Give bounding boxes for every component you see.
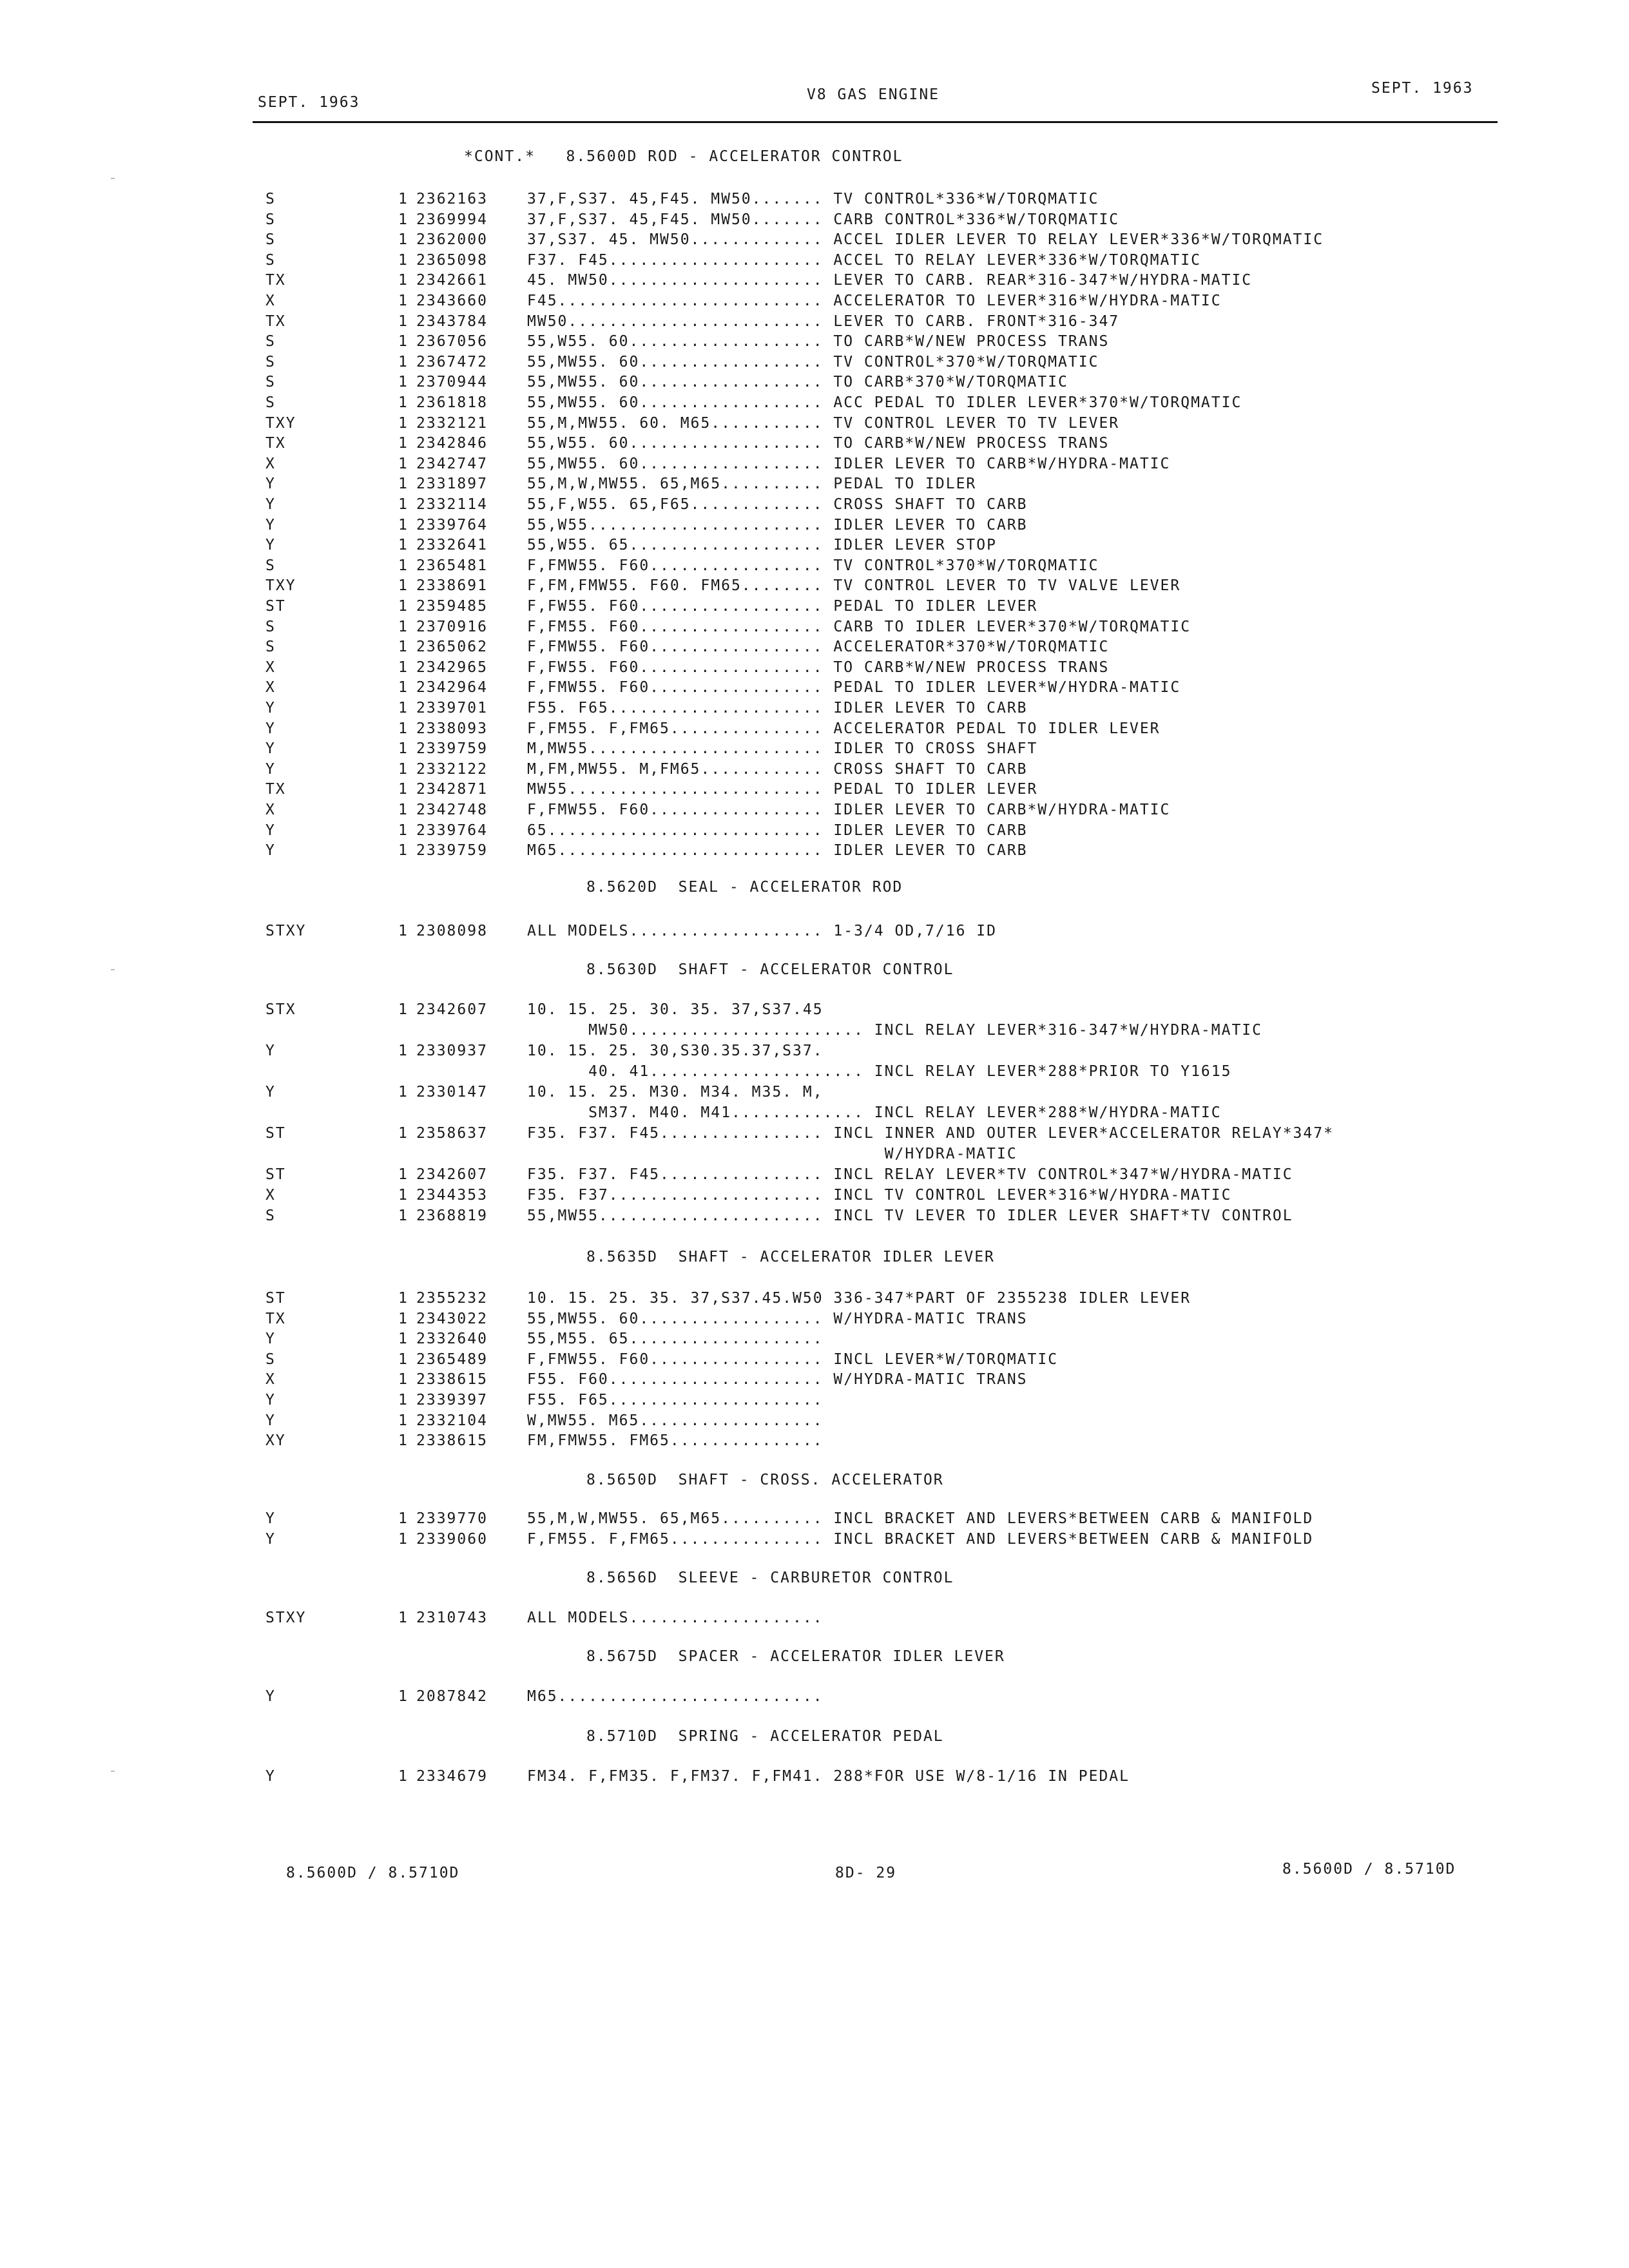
part-number: 2332114 bbox=[416, 496, 488, 513]
part-description: 55,M,MW55. 60. M65........... TV CONTROL LEVER TO TV LEVER bbox=[527, 414, 1120, 432]
quantity: 1 bbox=[398, 577, 409, 595]
part-description: F45.......................... ACCELERATOR TO LEVER*316*W/HYDRA-MATIC bbox=[527, 293, 1222, 309]
part-description: 55,MW55. 60.................. IDLER LEVER TO CARB*W/HYDRA-MATIC bbox=[527, 455, 1171, 472]
part-number: 2332104 bbox=[416, 1412, 488, 1429]
part-number: 2358637 bbox=[416, 1125, 488, 1142]
part-number: 2342607 bbox=[416, 1166, 488, 1183]
part-number: 2369994 bbox=[416, 211, 488, 228]
part-description: ALL MODELS................... bbox=[527, 1610, 824, 1626]
model-code: Y bbox=[265, 842, 276, 860]
margin-mark bbox=[111, 178, 115, 179]
quantity: 1 bbox=[398, 455, 409, 472]
section-title: 8.5650D SHAFT - CROSS. ACCELERATOR bbox=[586, 1472, 944, 1488]
part-description: 55,F,W55. 65,F65............. CROSS SHAFT TO CARB bbox=[527, 496, 1028, 513]
model-code: TXY bbox=[265, 414, 296, 432]
part-number: 2339060 bbox=[416, 1531, 488, 1548]
part-number: 2339759 bbox=[416, 842, 488, 860]
part-description: F37. F45..................... ACCEL TO RELAY LEVER*336*W/TORQMATIC bbox=[527, 251, 1201, 269]
model-code: S bbox=[265, 618, 276, 635]
part-description: 55,W55....................... IDLER LEVER TO CARB bbox=[527, 516, 1028, 533]
part-description: 55,MW55...................... INCL TV LEVER TO IDLER LEVER SHAFT*TV CONTROL bbox=[527, 1207, 1293, 1224]
quantity: 1 bbox=[398, 740, 409, 758]
model-code: S bbox=[265, 1207, 276, 1224]
quantity: 1 bbox=[398, 394, 409, 411]
part-number: 2365062 bbox=[416, 639, 488, 656]
part-number: 2342846 bbox=[416, 435, 488, 452]
part-description: 37,F,S37. 45,F45. MW50....... CARB CONTROL*336*W/TORQMATIC bbox=[527, 211, 1120, 228]
quantity: 1 bbox=[398, 191, 409, 207]
model-code: X bbox=[265, 293, 276, 309]
part-description: 40. 41..................... INCL RELAY LEVER*288*PRIOR TO Y1615 bbox=[527, 1063, 1232, 1080]
quantity: 1 bbox=[398, 1432, 409, 1450]
model-code: Y bbox=[265, 822, 276, 839]
model-code: XY bbox=[265, 1432, 286, 1450]
quantity: 1 bbox=[398, 618, 409, 635]
part-number: 2343660 bbox=[416, 293, 488, 309]
model-code: Y bbox=[265, 740, 276, 758]
part-description: F35. F37. F45................ INCL INNER AND OUTER LEVER*ACCELERATOR RELAY*347* bbox=[527, 1125, 1334, 1142]
part-number: 2339764 bbox=[416, 516, 488, 533]
part-description: F55. F65..................... bbox=[527, 1392, 824, 1408]
part-number: 2370944 bbox=[416, 374, 488, 391]
part-number: 2367056 bbox=[416, 333, 488, 351]
part-number: 2339764 bbox=[416, 822, 488, 839]
part-number: 2330937 bbox=[416, 1043, 488, 1059]
quantity: 1 bbox=[398, 781, 409, 798]
section-title: 8.5710D SPRING - ACCELERATOR PEDAL bbox=[586, 1728, 944, 1745]
model-code: Y bbox=[265, 496, 276, 513]
part-number: 2365098 bbox=[416, 251, 488, 269]
part-description: FM34. F,FM35. F,FM37. F,FM41. 288*FOR USE W/8-1/16 IN PEDAL bbox=[527, 1768, 1130, 1785]
model-code: Y bbox=[265, 700, 276, 716]
part-description: F,FM55. F60.................. CARB TO IDLER LEVER*370*W/TORQMATIC bbox=[527, 618, 1191, 635]
part-description: F,FW55. F60.................. TO CARB*W/NEW PROCESS TRANS bbox=[527, 658, 1110, 676]
part-number: 2338093 bbox=[416, 720, 488, 737]
part-description: ALL MODELS................... 1-3/4 OD,7/16 ID bbox=[527, 923, 997, 939]
part-number: 2332121 bbox=[416, 414, 488, 432]
part-description: 55,MW55. 60.................. TO CARB*370*W/TORQMATIC bbox=[527, 374, 1068, 391]
part-number: 2330147 bbox=[416, 1084, 488, 1100]
part-number: 2338615 bbox=[416, 1432, 488, 1450]
model-code: X bbox=[265, 1371, 276, 1389]
part-description: MW55......................... PEDAL TO IDLER LEVER bbox=[527, 781, 1038, 798]
quantity: 1 bbox=[398, 1187, 409, 1204]
footer-left: 8.5600D / 8.5710D bbox=[286, 1865, 460, 1881]
part-description: M65.......................... bbox=[527, 1688, 824, 1705]
quantity: 1 bbox=[398, 1510, 409, 1527]
quantity: 1 bbox=[398, 272, 409, 289]
quantity: 1 bbox=[398, 374, 409, 391]
model-code: ST bbox=[265, 1125, 286, 1142]
part-description: W/HYDRA-MATIC bbox=[527, 1146, 1017, 1162]
part-number: 2362163 bbox=[416, 191, 488, 207]
quantity: 1 bbox=[398, 476, 409, 493]
part-number: 2344353 bbox=[416, 1187, 488, 1204]
part-description: F35. F37..................... INCL TV CONTROL LEVER*316*W/HYDRA-MATIC bbox=[527, 1187, 1232, 1204]
model-code: ST bbox=[265, 598, 286, 615]
part-description: F35. F37. F45................ INCL RELAY LEVER*TV CONTROL*347*W/HYDRA-MATIC bbox=[527, 1166, 1293, 1183]
footer-right: 8.5600D / 8.5710D bbox=[1282, 1861, 1456, 1878]
model-code: Y bbox=[265, 1331, 276, 1348]
part-description: F55. F60..................... W/HYDRA-MATIC TRANS bbox=[527, 1371, 1028, 1389]
model-code: X bbox=[265, 1187, 276, 1204]
part-description: F55. F65..................... IDLER LEVER TO CARB bbox=[527, 700, 1028, 716]
part-number: 2339701 bbox=[416, 700, 488, 716]
quantity: 1 bbox=[398, 211, 409, 228]
part-description: 55,M,W,MW55. 65,M65.......... INCL BRACKET AND LEVERS*BETWEEN CARB & MANIFOLD bbox=[527, 1510, 1314, 1527]
quantity: 1 bbox=[398, 231, 409, 249]
part-description: 37,S37. 45. MW50............. ACCEL IDLER LEVER TO RELAY LEVER*336*W/TORQMATIC bbox=[527, 231, 1324, 249]
model-code: STXY bbox=[265, 1610, 307, 1626]
part-number: 2355232 bbox=[416, 1290, 488, 1307]
model-code: TX bbox=[265, 272, 286, 289]
quantity: 1 bbox=[398, 1166, 409, 1183]
part-description: F,FMW55. F60................. INCL LEVER*W/TORQMATIC bbox=[527, 1350, 1059, 1368]
quantity: 1 bbox=[398, 1310, 409, 1327]
part-number: 2087842 bbox=[416, 1688, 488, 1705]
part-description: SM37. M40. M41............. INCL RELAY LEVER*288*W/HYDRA-MATIC bbox=[527, 1104, 1222, 1121]
part-description: FM,FMW55. FM65............... bbox=[527, 1432, 824, 1450]
part-number: 2332122 bbox=[416, 760, 488, 778]
quantity: 1 bbox=[398, 1043, 409, 1059]
quantity: 1 bbox=[398, 251, 409, 269]
model-code: Y bbox=[265, 760, 276, 778]
part-number: 2367472 bbox=[416, 353, 488, 370]
part-description: W,MW55. M65.................. bbox=[527, 1412, 824, 1429]
model-code: Y bbox=[265, 537, 276, 554]
quantity: 1 bbox=[398, 658, 409, 676]
part-description: 55,M,W,MW55. 65,M65.......... PEDAL TO IDLER bbox=[527, 476, 977, 493]
model-code: Y bbox=[265, 1688, 276, 1705]
quantity: 1 bbox=[398, 414, 409, 432]
quantity: 1 bbox=[398, 760, 409, 778]
part-description: 55,W55. 60................... TO CARB*W/NEW PROCESS TRANS bbox=[527, 435, 1110, 452]
part-number: 2362000 bbox=[416, 231, 488, 249]
model-code: TX bbox=[265, 781, 286, 798]
part-description: F,FMW55. F60................. PEDAL TO IDLER LEVER*W/HYDRA-MATIC bbox=[527, 679, 1181, 697]
part-number: 2339759 bbox=[416, 740, 488, 758]
part-description: 55,W55. 60................... TO CARB*W/NEW PROCESS TRANS bbox=[527, 333, 1110, 351]
part-number: 2310743 bbox=[416, 1610, 488, 1626]
part-number: 2342965 bbox=[416, 658, 488, 676]
part-description: 55,M55. 65................... bbox=[527, 1331, 824, 1348]
part-description: M,MW55....................... IDLER TO CROSS SHAFT bbox=[527, 740, 1038, 758]
quantity: 1 bbox=[398, 1001, 409, 1018]
footer-center: 8D- 29 bbox=[835, 1865, 897, 1881]
part-number: 2359485 bbox=[416, 598, 488, 615]
part-number: 2332640 bbox=[416, 1331, 488, 1348]
part-number: 2332641 bbox=[416, 537, 488, 554]
part-number: 2338691 bbox=[416, 577, 488, 595]
part-description: M,FM,MW55. M,FM65............ CROSS SHAFT TO CARB bbox=[527, 760, 1028, 778]
model-code: S bbox=[265, 333, 276, 351]
quantity: 1 bbox=[398, 842, 409, 860]
quantity: 1 bbox=[398, 923, 409, 939]
quantity: 1 bbox=[398, 1610, 409, 1626]
part-description: F,FMW55. F60................. IDLER LEVER TO CARB*W/HYDRA-MATIC bbox=[527, 802, 1171, 818]
part-number: 2339397 bbox=[416, 1392, 488, 1408]
model-code: S bbox=[265, 639, 276, 656]
model-code: X bbox=[265, 455, 276, 472]
model-code: TX bbox=[265, 1310, 286, 1327]
quantity: 1 bbox=[398, 1688, 409, 1705]
part-number: 2365481 bbox=[416, 557, 488, 574]
part-description: 10. 15. 25. 35. 37,S37.45.W50 336-347*PART OF 2355238 IDLER LEVER bbox=[527, 1290, 1191, 1307]
part-number: 2361818 bbox=[416, 394, 488, 411]
quantity: 1 bbox=[398, 1290, 409, 1307]
model-code: TX bbox=[265, 435, 286, 452]
part-number: 2308098 bbox=[416, 923, 488, 939]
part-description: MW50......................... LEVER TO CARB. FRONT*316-347 bbox=[527, 312, 1120, 330]
part-description: F,FW55. F60.................. PEDAL TO IDLER LEVER bbox=[527, 598, 1038, 615]
model-code: Y bbox=[265, 1392, 276, 1408]
model-code: Y bbox=[265, 720, 276, 737]
model-code: Y bbox=[265, 1043, 276, 1059]
part-number: 2342964 bbox=[416, 679, 488, 697]
quantity: 1 bbox=[398, 496, 409, 513]
quantity: 1 bbox=[398, 516, 409, 533]
quantity: 1 bbox=[398, 822, 409, 839]
quantity: 1 bbox=[398, 1412, 409, 1429]
quantity: 1 bbox=[398, 1084, 409, 1100]
quantity: 1 bbox=[398, 333, 409, 351]
part-description: F,FMW55. F60................. ACCELERATOR*370*W/TORQMATIC bbox=[527, 639, 1110, 656]
model-code: Y bbox=[265, 1084, 276, 1100]
part-number: 2342607 bbox=[416, 1001, 488, 1018]
model-code: X bbox=[265, 802, 276, 818]
part-number: 2365489 bbox=[416, 1350, 488, 1368]
quantity: 1 bbox=[398, 1207, 409, 1224]
model-code: TXY bbox=[265, 577, 296, 595]
section-title: 8.5635D SHAFT - ACCELERATOR IDLER LEVER bbox=[586, 1249, 995, 1265]
part-number: 2338615 bbox=[416, 1371, 488, 1389]
part-description: 55,W55. 65................... IDLER LEVER STOP bbox=[527, 537, 997, 554]
part-description: MW50....................... INCL RELAY LEVER*316-347*W/HYDRA-MATIC bbox=[527, 1022, 1262, 1039]
quantity: 1 bbox=[398, 435, 409, 452]
header-center: V8 GAS ENGINE bbox=[807, 86, 940, 103]
quantity: 1 bbox=[398, 293, 409, 309]
model-code: ST bbox=[265, 1290, 286, 1307]
model-code: Y bbox=[265, 1412, 276, 1429]
quantity: 1 bbox=[398, 700, 409, 716]
part-number: 2342747 bbox=[416, 455, 488, 472]
model-code: Y bbox=[265, 516, 276, 533]
quantity: 1 bbox=[398, 353, 409, 370]
part-description: F,FM55. F,FM65............... ACCELERATOR PEDAL TO IDLER LEVER bbox=[527, 720, 1161, 737]
part-number: 2334679 bbox=[416, 1768, 488, 1785]
quantity: 1 bbox=[398, 1531, 409, 1548]
margin-mark bbox=[111, 969, 115, 970]
part-number: 2343784 bbox=[416, 312, 488, 330]
part-number: 2339770 bbox=[416, 1510, 488, 1527]
part-description: 55,MW55. 60.................. TV CONTROL*370*W/TORQMATIC bbox=[527, 353, 1099, 370]
model-code: TX bbox=[265, 312, 286, 330]
model-code: S bbox=[265, 191, 276, 207]
part-number: 2343022 bbox=[416, 1310, 488, 1327]
part-description: 10. 15. 25. 30,S30.35.37,S37. bbox=[527, 1043, 824, 1059]
part-description: F,FM55. F,FM65............... INCL BRACKET AND LEVERS*BETWEEN CARB & MANIFOLD bbox=[527, 1531, 1314, 1548]
quantity: 1 bbox=[398, 598, 409, 615]
part-number: 2342748 bbox=[416, 802, 488, 818]
part-description: M65.......................... IDLER LEVER TO CARB bbox=[527, 842, 1028, 860]
part-description: 45. MW50..................... LEVER TO CARB. REAR*316-347*W/HYDRA-MATIC bbox=[527, 272, 1253, 289]
model-code: Y bbox=[265, 476, 276, 493]
quantity: 1 bbox=[398, 1371, 409, 1389]
margin-mark bbox=[111, 1771, 115, 1772]
model-code: Y bbox=[265, 1510, 276, 1527]
part-description: 55,MW55. 60.................. ACC PEDAL TO IDLER LEVER*370*W/TORQMATIC bbox=[527, 394, 1242, 411]
model-code: STXY bbox=[265, 923, 307, 939]
header-right: SEPT. 1963 bbox=[1371, 80, 1474, 97]
header-rule bbox=[253, 121, 1498, 123]
quantity: 1 bbox=[398, 1768, 409, 1785]
model-code: ST bbox=[265, 1166, 286, 1183]
model-code: Y bbox=[265, 1768, 276, 1785]
quantity: 1 bbox=[398, 1125, 409, 1142]
part-description: 10. 15. 25. 30. 35. 37,S37.45 bbox=[527, 1001, 824, 1018]
model-code: S bbox=[265, 211, 276, 228]
quantity: 1 bbox=[398, 802, 409, 818]
model-code: X bbox=[265, 679, 276, 697]
model-code: S bbox=[265, 231, 276, 249]
part-number: 2368819 bbox=[416, 1207, 488, 1224]
quantity: 1 bbox=[398, 1331, 409, 1348]
quantity: 1 bbox=[398, 639, 409, 656]
part-number: 2342661 bbox=[416, 272, 488, 289]
part-number: 2370916 bbox=[416, 618, 488, 635]
part-description: F,FM,FMW55. F60. FM65........ TV CONTROL LEVER TO TV VALVE LEVER bbox=[527, 577, 1181, 595]
model-code: S bbox=[265, 251, 276, 269]
quantity: 1 bbox=[398, 312, 409, 330]
model-code: S bbox=[265, 557, 276, 574]
model-code: S bbox=[265, 374, 276, 391]
part-description: 10. 15. 25. M30. M34. M35. M, bbox=[527, 1084, 824, 1100]
model-code: Y bbox=[265, 1531, 276, 1548]
model-code: X bbox=[265, 658, 276, 676]
model-code: S bbox=[265, 394, 276, 411]
model-code: STX bbox=[265, 1001, 296, 1018]
model-code: S bbox=[265, 1350, 276, 1368]
model-code: S bbox=[265, 353, 276, 370]
part-description: 37,F,S37. 45,F45. MW50....... TV CONTROL*336*W/TORQMATIC bbox=[527, 191, 1099, 207]
quantity: 1 bbox=[398, 679, 409, 697]
part-description: 65........................... IDLER LEVER TO CARB bbox=[527, 822, 1028, 839]
section-title: 8.5630D SHAFT - ACCELERATOR CONTROL bbox=[586, 961, 954, 978]
part-number: 2342871 bbox=[416, 781, 488, 798]
section-title: 8.5620D SEAL - ACCELERATOR ROD bbox=[586, 879, 903, 896]
part-description: 55,MW55. 60.................. W/HYDRA-MATIC TRANS bbox=[527, 1310, 1028, 1327]
section-title: 8.5656D SLEEVE - CARBURETOR CONTROL bbox=[586, 1570, 954, 1586]
quantity: 1 bbox=[398, 1350, 409, 1368]
header-left: SEPT. 1963 bbox=[258, 94, 360, 111]
part-description: F,FMW55. F60................. TV CONTROL*370*W/TORQMATIC bbox=[527, 557, 1099, 574]
quantity: 1 bbox=[398, 557, 409, 574]
part-number: 2331897 bbox=[416, 476, 488, 493]
quantity: 1 bbox=[398, 720, 409, 737]
quantity: 1 bbox=[398, 1392, 409, 1408]
section-title: 8.5675D SPACER - ACCELERATOR IDLER LEVER bbox=[586, 1648, 1005, 1665]
section-title: *CONT.* 8.5600D ROD - ACCELERATOR CONTROL bbox=[464, 148, 903, 165]
quantity: 1 bbox=[398, 537, 409, 554]
